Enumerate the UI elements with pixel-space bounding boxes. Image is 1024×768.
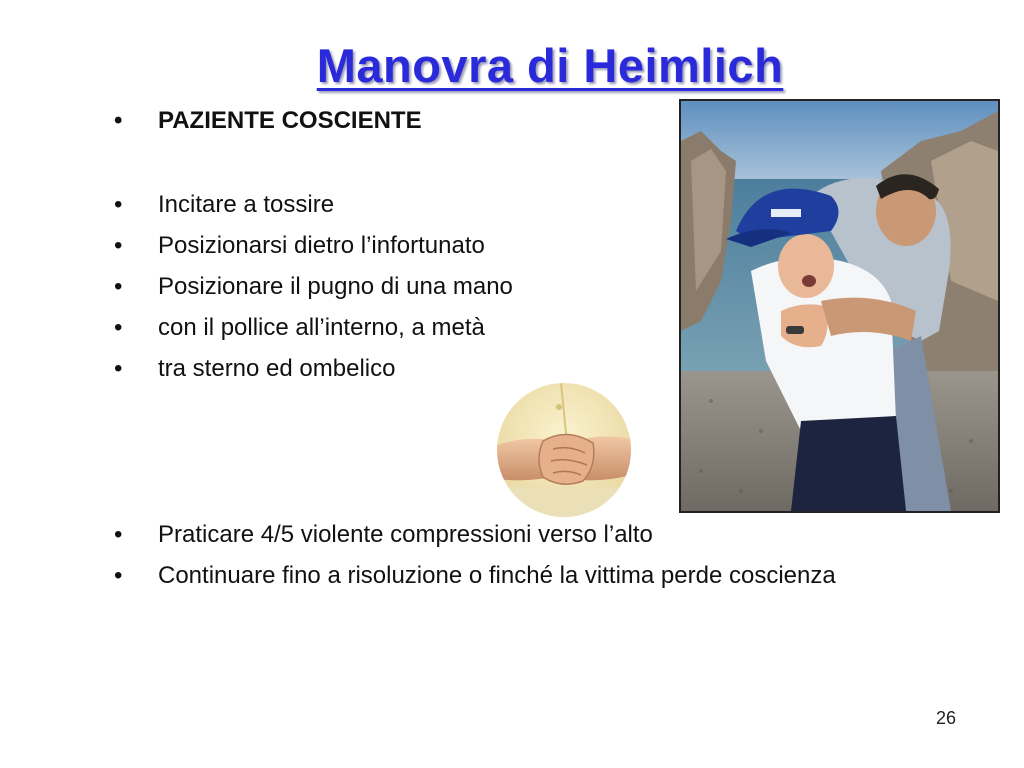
bullet-item: [114, 273, 674, 301]
bullet-text: Posizionarsi dietro l’infortunato: [158, 232, 485, 259]
bullet-text: Praticare 4/5 violente compressioni verso l’alto: [158, 521, 653, 548]
bullet-item: [114, 560, 874, 592]
bullet-text: Posizionare il pugno di una mano: [158, 273, 513, 300]
bullet-marker: •: [114, 562, 123, 589]
bullet-text: PAZIENTE COSCIENTE: [158, 107, 422, 134]
bullet-item: [114, 191, 674, 219]
bullet-text: con il pollice all’interno, a metà: [158, 314, 485, 341]
bullet-marker: •: [114, 191, 123, 218]
bullet-item: [114, 232, 674, 260]
bullet-text: Incitare a tossire: [158, 191, 335, 218]
heimlich-scene-illustration: [681, 101, 998, 511]
bullet-item: [114, 314, 674, 342]
page-number: 26: [936, 708, 957, 728]
bullet-marker: •: [114, 273, 123, 300]
slide-title: Manovra di Heimlich: [316, 39, 784, 92]
bullet-marker: •: [114, 355, 123, 382]
bullet-list-top: [114, 107, 674, 383]
bullet-item: [114, 355, 674, 383]
bullet-marker: •: [114, 314, 123, 341]
bullet-marker: •: [114, 232, 123, 259]
bullet-text: tra sterno ed ombelico: [158, 355, 396, 382]
bullet-item: [114, 107, 674, 135]
bullet-list-bottom: [114, 519, 874, 592]
clasped-hands-photo: [497, 383, 631, 517]
bullet-marker: •: [114, 521, 123, 548]
bullet-marker: •: [114, 107, 123, 134]
clasped-hands-illustration: [497, 383, 631, 517]
bullet-item: [114, 519, 874, 551]
bullet-text: Continuare fino a risoluzione o finché la vittima perde coscienza: [158, 562, 836, 589]
heimlich-maneuver-photo: [679, 99, 1000, 513]
